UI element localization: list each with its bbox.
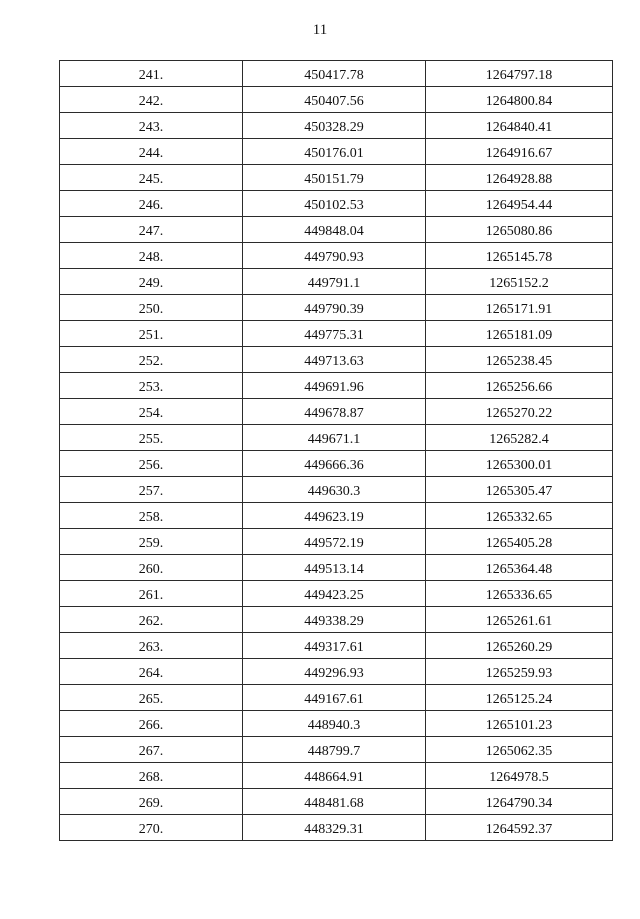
x-coordinate-cell	[243, 529, 426, 555]
y-coordinate-value: 1264790.34	[485, 796, 553, 811]
x-coordinate-value: 448940.3	[307, 718, 361, 733]
table-row	[60, 451, 613, 477]
y-coordinate-value: 1264978.5	[489, 770, 549, 785]
point-number-cell	[60, 373, 243, 399]
y-coordinate-cell	[426, 139, 613, 165]
point-number-value: 248.	[138, 250, 164, 265]
point-number-value: 253.	[138, 380, 164, 395]
y-coordinate-value: 1265080.86	[485, 224, 553, 239]
page-number: 11	[312, 22, 328, 38]
y-coordinate-cell	[426, 295, 613, 321]
point-number-cell	[60, 711, 243, 737]
x-coordinate-value: 449623.19	[304, 510, 364, 525]
x-coordinate-value: 449666.36	[304, 458, 364, 473]
table-row	[60, 685, 613, 711]
point-number-cell	[60, 607, 243, 633]
x-coordinate-value: 449167.61	[304, 692, 364, 707]
x-coordinate-value: 449775.31	[304, 328, 364, 343]
point-number-cell	[60, 191, 243, 217]
y-coordinate-cell	[426, 607, 613, 633]
table-row	[60, 789, 613, 815]
table-row	[60, 659, 613, 685]
point-number-value: 257.	[138, 484, 164, 499]
y-coordinate-value: 1265282.4	[489, 432, 549, 447]
y-coordinate-cell	[426, 425, 613, 451]
y-coordinate-cell	[426, 243, 613, 269]
point-number-value: 246.	[138, 198, 164, 213]
point-number-cell	[60, 737, 243, 763]
y-coordinate-value: 1264840.41	[485, 120, 553, 135]
point-number-cell	[60, 789, 243, 815]
x-coordinate-cell	[243, 685, 426, 711]
x-coordinate-cell	[243, 815, 426, 841]
y-coordinate-value: 1265256.66	[485, 380, 553, 395]
x-coordinate-cell	[243, 373, 426, 399]
x-coordinate-value: 450176.01	[304, 146, 364, 161]
x-coordinate-value: 449691.96	[304, 380, 364, 395]
point-number-cell	[60, 581, 243, 607]
x-coordinate-value: 448664.91	[304, 770, 364, 785]
x-coordinate-value: 449713.63	[304, 354, 364, 369]
y-coordinate-value: 1265336.65	[485, 588, 553, 603]
x-coordinate-cell	[243, 87, 426, 113]
x-coordinate-cell	[243, 347, 426, 373]
point-number-cell	[60, 217, 243, 243]
point-number-value: 267.	[138, 744, 164, 759]
point-number-cell	[60, 529, 243, 555]
y-coordinate-value: 1265260.29	[485, 640, 553, 655]
y-coordinate-value: 1264928.88	[485, 172, 553, 187]
y-coordinate-value: 1264592.37	[485, 822, 553, 837]
y-coordinate-cell	[426, 321, 613, 347]
y-coordinate-cell	[426, 555, 613, 581]
x-coordinate-value: 448329.31	[304, 822, 364, 837]
x-coordinate-value: 449848.04	[304, 224, 364, 239]
point-number-cell	[60, 295, 243, 321]
x-coordinate-cell	[243, 217, 426, 243]
y-coordinate-value: 1265101.23	[485, 718, 553, 733]
y-coordinate-value: 1264800.84	[485, 94, 553, 109]
x-coordinate-value: 449790.39	[304, 302, 364, 317]
x-coordinate-value: 449630.3	[307, 484, 361, 499]
point-number-value: 268.	[138, 770, 164, 785]
table-row	[60, 295, 613, 321]
x-coordinate-cell	[243, 633, 426, 659]
point-number-cell	[60, 347, 243, 373]
point-number-value: 270.	[138, 822, 164, 837]
x-coordinate-cell	[243, 295, 426, 321]
x-coordinate-cell	[243, 789, 426, 815]
x-coordinate-cell	[243, 321, 426, 347]
x-coordinate-cell	[243, 451, 426, 477]
x-coordinate-cell	[243, 113, 426, 139]
y-coordinate-cell	[426, 191, 613, 217]
x-coordinate-cell	[243, 61, 426, 87]
table-row	[60, 373, 613, 399]
x-coordinate-cell	[243, 165, 426, 191]
point-number-cell	[60, 61, 243, 87]
x-coordinate-cell	[243, 139, 426, 165]
point-number-cell	[60, 165, 243, 191]
y-coordinate-value: 1265145.78	[485, 250, 553, 265]
table-row	[60, 763, 613, 789]
table-row	[60, 61, 613, 87]
x-coordinate-cell	[243, 581, 426, 607]
y-coordinate-value: 1265259.93	[485, 666, 553, 681]
x-coordinate-cell	[243, 659, 426, 685]
x-coordinate-cell	[243, 607, 426, 633]
point-number-value: 241.	[138, 68, 164, 83]
table-row	[60, 139, 613, 165]
table-row	[60, 581, 613, 607]
y-coordinate-value: 1265152.2	[489, 276, 549, 291]
x-coordinate-value: 449791.1	[307, 276, 361, 291]
x-coordinate-value: 450151.79	[304, 172, 364, 187]
point-number-cell	[60, 243, 243, 269]
point-number-value: 259.	[138, 536, 164, 551]
point-number-cell	[60, 451, 243, 477]
y-coordinate-cell	[426, 503, 613, 529]
x-coordinate-value: 449423.25	[304, 588, 364, 603]
point-number-cell	[60, 139, 243, 165]
y-coordinate-cell	[426, 789, 613, 815]
point-number-cell	[60, 763, 243, 789]
point-number-cell	[60, 685, 243, 711]
y-coordinate-cell	[426, 61, 613, 87]
x-coordinate-value: 449790.93	[304, 250, 364, 265]
x-coordinate-cell	[243, 503, 426, 529]
x-coordinate-value: 449572.19	[304, 536, 364, 551]
x-coordinate-cell	[243, 763, 426, 789]
x-coordinate-cell	[243, 711, 426, 737]
y-coordinate-cell	[426, 451, 613, 477]
y-coordinate-cell	[426, 737, 613, 763]
point-number-cell	[60, 321, 243, 347]
table-row	[60, 269, 613, 295]
point-number-value: 269.	[138, 796, 164, 811]
x-coordinate-value: 449678.87	[304, 406, 364, 421]
y-coordinate-value: 1265405.28	[485, 536, 553, 551]
y-coordinate-cell	[426, 113, 613, 139]
y-coordinate-cell	[426, 711, 613, 737]
point-number-value: 252.	[138, 354, 164, 369]
x-coordinate-cell	[243, 737, 426, 763]
table-row	[60, 87, 613, 113]
table-row	[60, 737, 613, 763]
y-coordinate-cell	[426, 659, 613, 685]
point-number-value: 250.	[138, 302, 164, 317]
x-coordinate-value: 448481.68	[304, 796, 364, 811]
point-number-value: 255.	[138, 432, 164, 447]
point-number-value: 266.	[138, 718, 164, 733]
point-number-value: 247.	[138, 224, 164, 239]
y-coordinate-value: 1265364.48	[485, 562, 553, 577]
x-coordinate-value: 449513.14	[304, 562, 364, 577]
y-coordinate-value: 1265238.45	[485, 354, 553, 369]
x-coordinate-value: 450102.53	[304, 198, 364, 213]
y-coordinate-cell	[426, 633, 613, 659]
point-number-value: 262.	[138, 614, 164, 629]
table-row	[60, 477, 613, 503]
y-coordinate-value: 1265305.47	[485, 484, 553, 499]
x-coordinate-cell	[243, 269, 426, 295]
point-number-value: 254.	[138, 406, 164, 421]
y-coordinate-cell	[426, 477, 613, 503]
point-number-value: 258.	[138, 510, 164, 525]
point-number-value: 263.	[138, 640, 164, 655]
x-coordinate-value: 450417.78	[304, 68, 364, 83]
table-row	[60, 113, 613, 139]
point-number-value: 249.	[138, 276, 164, 291]
table-row	[60, 165, 613, 191]
x-coordinate-value: 449671.1	[307, 432, 361, 447]
x-coordinate-cell	[243, 477, 426, 503]
y-coordinate-value: 1264916.67	[485, 146, 553, 161]
point-number-cell	[60, 269, 243, 295]
y-coordinate-cell	[426, 581, 613, 607]
y-coordinate-value: 1264954.44	[485, 198, 553, 213]
point-number-value: 260.	[138, 562, 164, 577]
table-row	[60, 399, 613, 425]
point-number-cell	[60, 87, 243, 113]
point-number-value: 243.	[138, 120, 164, 135]
point-number-value: 244.	[138, 146, 164, 161]
table-row	[60, 425, 613, 451]
table-row	[60, 529, 613, 555]
x-coordinate-value: 448799.7	[307, 744, 361, 759]
point-number-value: 245.	[138, 172, 164, 187]
y-coordinate-value: 1265261.61	[485, 614, 553, 629]
y-coordinate-cell	[426, 269, 613, 295]
table-row	[60, 191, 613, 217]
x-coordinate-cell	[243, 555, 426, 581]
point-number-cell	[60, 477, 243, 503]
x-coordinate-cell	[243, 399, 426, 425]
table-row	[60, 607, 613, 633]
coordinates-table	[59, 60, 613, 841]
table-row	[60, 243, 613, 269]
x-coordinate-value: 449296.93	[304, 666, 364, 681]
y-coordinate-value: 1265332.65	[485, 510, 553, 525]
y-coordinate-value: 1265125.24	[485, 692, 553, 707]
y-coordinate-value: 1265171.91	[485, 302, 553, 317]
point-number-value: 242.	[138, 94, 164, 109]
point-number-cell	[60, 815, 243, 841]
table-row	[60, 217, 613, 243]
y-coordinate-cell	[426, 217, 613, 243]
y-coordinate-cell	[426, 87, 613, 113]
point-number-cell	[60, 113, 243, 139]
point-number-cell	[60, 399, 243, 425]
x-coordinate-cell	[243, 425, 426, 451]
y-coordinate-value: 1265300.01	[485, 458, 553, 473]
table-row	[60, 503, 613, 529]
point-number-cell	[60, 633, 243, 659]
x-coordinate-cell	[243, 243, 426, 269]
y-coordinate-cell	[426, 763, 613, 789]
y-coordinate-cell	[426, 685, 613, 711]
y-coordinate-value: 1265270.22	[485, 406, 553, 421]
y-coordinate-value: 1264797.18	[485, 68, 553, 83]
y-coordinate-cell	[426, 815, 613, 841]
point-number-value: 265.	[138, 692, 164, 707]
point-number-value: 261.	[138, 588, 164, 603]
table-body	[60, 61, 613, 841]
x-coordinate-value: 449338.29	[304, 614, 364, 629]
table-row	[60, 555, 613, 581]
point-number-cell	[60, 659, 243, 685]
y-coordinate-cell	[426, 165, 613, 191]
table-row	[60, 633, 613, 659]
y-coordinate-value: 1265181.09	[485, 328, 553, 343]
table-row	[60, 711, 613, 737]
point-number-value: 251.	[138, 328, 164, 343]
table-row	[60, 347, 613, 373]
point-number-value: 264.	[138, 666, 164, 681]
x-coordinate-value: 450407.56	[304, 94, 364, 109]
table-row	[60, 321, 613, 347]
point-number-cell	[60, 425, 243, 451]
y-coordinate-cell	[426, 399, 613, 425]
y-coordinate-cell	[426, 347, 613, 373]
x-coordinate-value: 450328.29	[304, 120, 364, 135]
x-coordinate-cell	[243, 191, 426, 217]
point-number-cell	[60, 503, 243, 529]
point-number-value: 256.	[138, 458, 164, 473]
point-number-cell	[60, 555, 243, 581]
x-coordinate-value: 449317.61	[304, 640, 364, 655]
table-row	[60, 815, 613, 841]
y-coordinate-cell	[426, 373, 613, 399]
y-coordinate-cell	[426, 529, 613, 555]
y-coordinate-value: 1265062.35	[485, 744, 553, 759]
